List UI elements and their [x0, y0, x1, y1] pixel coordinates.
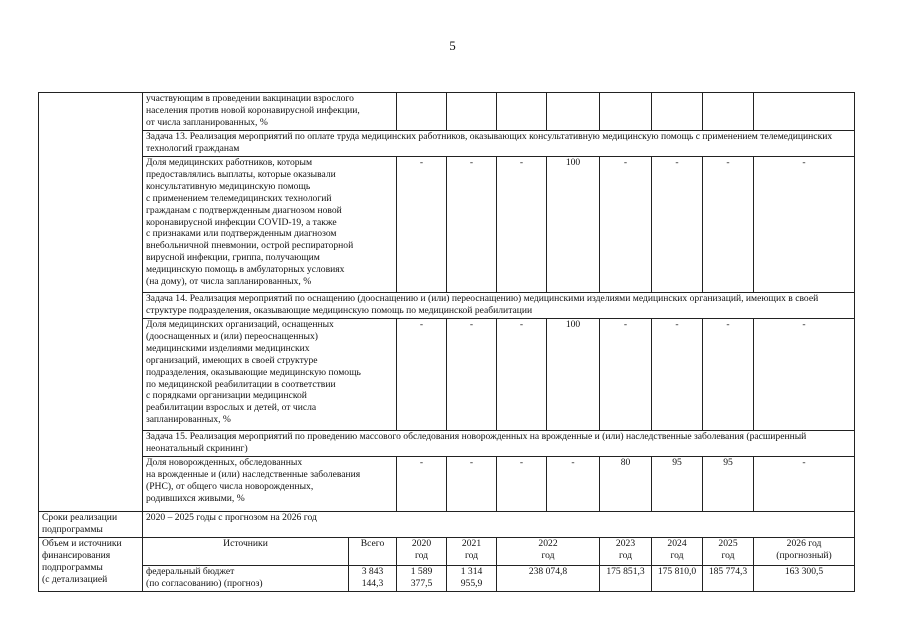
terms-value: 2020 – 2025 годы с прогнозом на 2026 год	[143, 512, 855, 538]
funding-header-year: 2023 год	[600, 538, 652, 566]
table-row	[39, 538, 855, 566]
value-cell: -	[652, 319, 703, 431]
table-row	[39, 431, 855, 457]
table-row	[39, 457, 855, 512]
terms-label: Сроки реализации подпрограммы	[39, 512, 143, 538]
table-row	[39, 319, 855, 431]
value-cell: -	[600, 157, 652, 293]
value-cell	[703, 93, 754, 131]
value-cell: -	[397, 157, 447, 293]
value-cell: 100	[547, 319, 600, 431]
table-row	[39, 293, 855, 319]
funding-value: 163 300,5	[754, 566, 855, 592]
value-cell: -	[652, 157, 703, 293]
table-row	[39, 512, 855, 538]
value-cell: 95	[652, 457, 703, 512]
funding-header-year: 2020 год	[397, 538, 447, 566]
value-cell: -	[397, 457, 447, 512]
table-row	[39, 131, 855, 157]
table-row	[39, 157, 855, 293]
value-cell	[600, 93, 652, 131]
task-14-heading: Задача 14. Реализация мероприятий по оснащению (дооснащению и (или) переоснащению) медицинскими изделиями медицинских организаций, имеющих в своей структуре подразделения, оказывающие медицинскую помощь по медицинской реабилитации	[143, 293, 855, 319]
value-cell: -	[447, 157, 497, 293]
funding-value: 1 589 377,5	[397, 566, 447, 592]
task-13-heading: Задача 13. Реализация мероприятий по оплате труда медицинских работников, оказывающих консультативную медицинскую помощь с применением телемедицинских технологий гражданам	[143, 131, 855, 157]
value-cell: 95	[703, 457, 754, 512]
value-cell: 80	[600, 457, 652, 512]
funding-header-total: Всего	[349, 538, 397, 566]
funding-value: 1 314 955,9	[447, 566, 497, 592]
table-row	[39, 93, 855, 131]
value-cell: -	[447, 457, 497, 512]
left-empty-cell	[39, 93, 143, 512]
funding-header-year: 2021 год	[447, 538, 497, 566]
value-cell: -	[497, 157, 547, 293]
funding-value: 185 774,3	[703, 566, 754, 592]
funding-header-year: 2024 год	[652, 538, 703, 566]
value-cell	[447, 93, 497, 131]
funding-header-year: 2022 год	[497, 538, 600, 566]
funding-value: 175 810,0	[652, 566, 703, 592]
funding-value: 175 851,3	[600, 566, 652, 592]
value-cell: -	[600, 319, 652, 431]
value-cell	[497, 93, 547, 131]
value-cell: -	[497, 457, 547, 512]
funding-source: федеральный бюджет (по согласованию) (прогноз)	[143, 566, 349, 592]
indicators-table	[38, 92, 855, 592]
funding-header-year: 2025 год	[703, 538, 754, 566]
funding-value: 3 843 144,3	[349, 566, 397, 592]
value-cell: 100	[547, 157, 600, 293]
funding-header-forecast: 2026 год (прогнозный)	[754, 538, 855, 566]
page-number: 5	[449, 38, 456, 53]
value-cell: -	[754, 157, 855, 293]
value-cell: -	[397, 319, 447, 431]
value-cell: -	[447, 319, 497, 431]
indicator-text: Доля новорожденных, обследованных на врожденные и (или) наследственные заболевания (РНС), от общего числа новорожденных, родившихся живыми, %	[143, 457, 397, 512]
funding-label: Объем и источники финансирования подпрограммы (с детализацией	[39, 538, 143, 592]
value-cell: -	[497, 319, 547, 431]
value-cell: -	[754, 457, 855, 512]
task-15-heading: Задача 15. Реализация мероприятий по проведению массового обследования новорожденных на врожденные и (или) наследственные заболевания (расширенный неонатальный скрининг)	[143, 431, 855, 457]
indicator-text: участвующим в проведении вакцинации взрослого населения против новой коронавирусной инфекции, от числа запланированных, %	[143, 93, 397, 131]
value-cell	[652, 93, 703, 131]
funding-header-sources: Источники	[143, 538, 349, 566]
value-cell	[547, 93, 600, 131]
funding-value: 238 074,8	[497, 566, 600, 592]
indicator-text: Доля медицинских работников, которым предоставлялись выплаты, которые оказывали консультативную медицинскую помощь с применением телемедицинских технологий гражданам с подтвержденным диагнозом новой коронавирусной инфекции COVID-19, а также с признаками или подтвержденным диагнозом внебольничной пневмонии, острой респираторной вирусной инфекции, гриппа, получающим медицинскую помощь в амбулаторных условиях (на дому), от числа запланированных, %	[143, 157, 397, 293]
value-cell: -	[754, 319, 855, 431]
value-cell: -	[547, 457, 600, 512]
table-row	[39, 566, 855, 592]
value-cell	[754, 93, 855, 131]
value-cell	[397, 93, 447, 131]
value-cell: -	[703, 157, 754, 293]
indicator-text: Доля медицинских организаций, оснащенных (дооснащенных и (или) переоснащенных) медицинскими изделиями медицинских организаций, имеющих в своей структуре подразделения, оказывающие медицинскую помощь по медицинской реабилитации в соответствии с порядками организации медицинской реабилитации взрослых и детей, от числа запланированных, %	[143, 319, 397, 431]
value-cell: -	[703, 319, 754, 431]
